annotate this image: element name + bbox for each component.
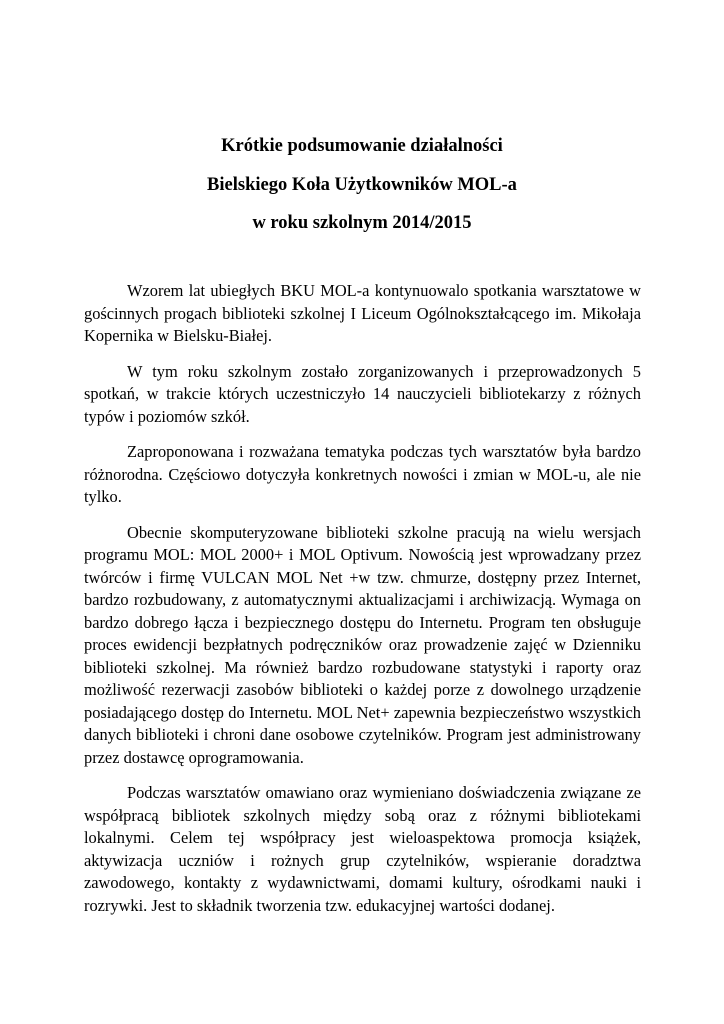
paragraph-3: Zaproponowana i rozważana tematyka podczas tych warsztatów była bardzo różnorodna. Częściowo dotyczyła konkretnych nowości i zmian w MOL-u, ale nie tylko. xyxy=(84,442,641,506)
document-title xyxy=(0,127,724,243)
paragraph-5: Podczas warsztatów omawiano oraz wymieniano doświadczenia związane ze współpracą bibliotek szkolnych między sobą oraz z różnymi bibliotekami lokalnymi. Celem tej współpracy jest wieloaspektowa promocja książek, aktywizacja uczniów i rożnych grup czytelników, wspieranie doradztwa zawodowego, kontakty z wydawnictwami, domami kultury, ośrodkami nauki i rozrywki. Jest to składnik tworzenia tzw. edukacyjnej wartości dodanej. xyxy=(84,783,641,915)
title-line-1: Krótkie podsumowanie działalności xyxy=(221,136,503,156)
paragraph-4: Obecnie skomputeryzowane biblioteki szkolne pracują na wielu wersjach programu MOL: MOL 2000+ i MOL Optivum. Nowością jest wprowadzany przez twórców i firmę VULCAN MOL Net +w tzw. chmurze, dostępny przez Internet, bardzo rozbudowany, z automatycznymi aktualizacjami i archiwizacją. Wymaga on bardzo dobrego łącza i bezpiecznego dostępu do Internetu. Program ten obsługuje proces ewidencji bezpłatnych podręczników oraz prowadzenie zajęć w Dzienniku biblioteki szkolnej. Ma również bardzo rozbudowane statystyki i raporty oraz możliwość rezerwacji zasobów biblioteki o każdej porze z dowolnego urządzenie posiadającego dostęp do Internetu. MOL Net+ zapewnia bezpieczeństwo wszystkich danych biblioteki i chroni dane osobowe czytelników. Program jest administrowany przez dostawcę oprogramowania. xyxy=(84,522,641,767)
title-line-2: Bielskiego Koła Użytkowników MOL-a xyxy=(207,174,517,195)
paragraph-1: Wzorem lat ubiegłych BKU MOL-a kontynuowalo spotkania warsztatowe w gościnnych progach biblioteki szkolnej I Liceum Ogólnokształcącego im. Mikołaja Kopernika w Bielsku-Białej. xyxy=(84,281,641,345)
paragraph-2: W tym roku szkolnym zostało zorganizowanych i przeprowadzonych 5 spotkań, w trakcie których uczestniczyło 14 nauczycieli bibliotekarzy z różnych typów i poziomów szkół. xyxy=(84,361,641,426)
document-body xyxy=(84,280,641,917)
title-line-3: w roku szkolnym 2014/2015 xyxy=(252,213,472,233)
